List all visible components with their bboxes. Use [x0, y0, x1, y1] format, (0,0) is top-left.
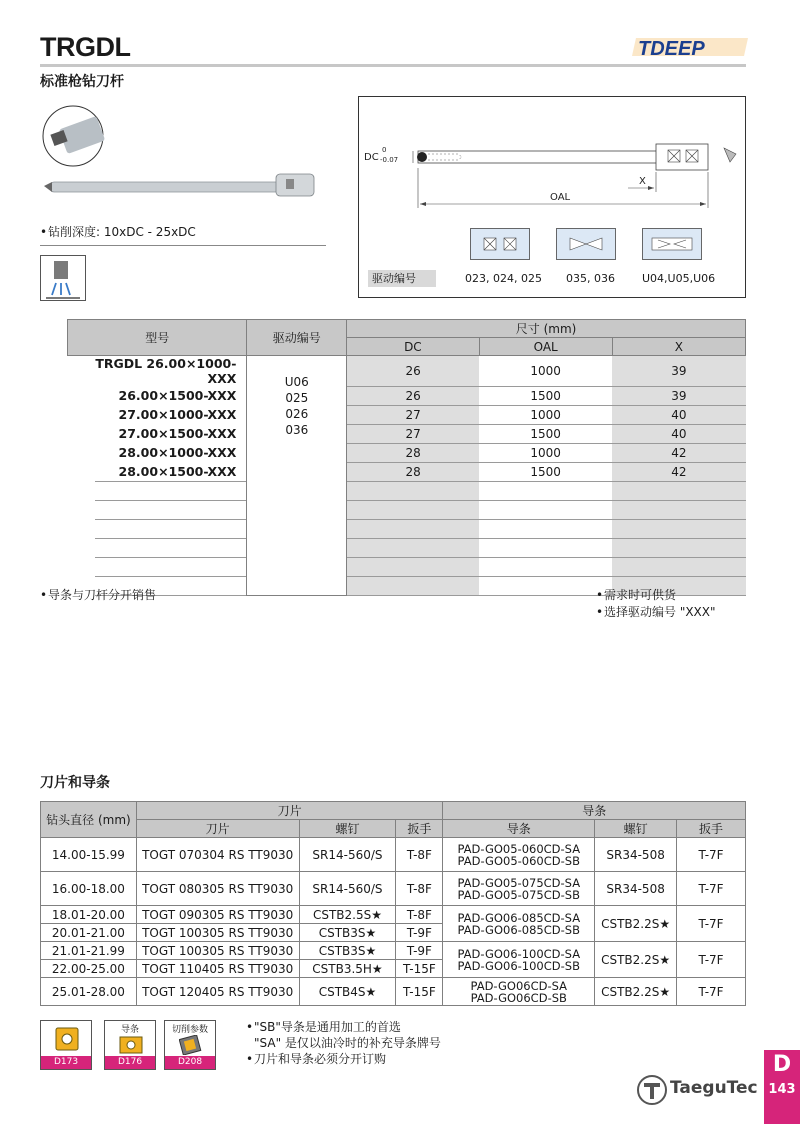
wrench-cell: T-9F	[396, 924, 443, 942]
col-pad-screw: 螺钉	[595, 820, 677, 838]
col-pad-wrench: 扳手	[677, 820, 746, 838]
pad-cell: PAD-GO05-060CD-SA PAD-GO05-060CD-SB	[443, 838, 595, 872]
screw-cell: CSTB4S★	[299, 978, 396, 1006]
cutting-data-reference-link[interactable]	[164, 1020, 216, 1070]
table-row	[68, 462, 746, 481]
pad-screw-cell: CSTB2.2S★	[595, 906, 677, 942]
page-tab	[764, 1050, 800, 1124]
diameter-cell: 16.00-18.00	[41, 872, 137, 906]
dc-cell: 26	[347, 356, 479, 387]
col-dc: DC	[347, 338, 479, 356]
wrench-cell: T-8F	[396, 906, 443, 924]
col-insert-group: 刀片	[136, 802, 443, 820]
dc-cell: 27	[347, 405, 479, 424]
table-row	[41, 906, 746, 924]
pad-ref-page: D176	[105, 1056, 155, 1069]
pad-wrench-cell: T-7F	[677, 872, 746, 906]
header-divider	[40, 64, 746, 67]
x-cell: 42	[612, 443, 745, 462]
drive-caption-a: 023, 024, 025	[465, 272, 542, 285]
pad-wrench-cell: T-7F	[677, 978, 746, 1006]
pad-icon	[119, 1035, 143, 1055]
x-cell: 39	[612, 356, 745, 387]
insert-icon	[53, 1025, 81, 1053]
model-cell: 28.00×1500-XXX	[68, 462, 247, 481]
drive-value: 036	[285, 423, 309, 437]
cutting-ref-page: D208	[165, 1056, 215, 1069]
dc-cell: 26	[347, 386, 479, 405]
sold-separately-note: •导条与刀杆分开销售	[40, 588, 157, 602]
empty-row	[68, 538, 746, 557]
model-cell: 26.00×1500-XXX	[118, 388, 237, 403]
insert-cell: TOGT 110405 RS TT9030	[136, 960, 299, 978]
table-row	[41, 872, 746, 906]
pad-wrench-cell: T-7F	[677, 942, 746, 978]
diameter-cell: 21.01-21.99	[41, 942, 137, 960]
table-row	[41, 978, 746, 1006]
col-pad: 导条	[443, 820, 595, 838]
table-row	[68, 424, 746, 443]
dc-cell: 27	[347, 424, 479, 443]
table-row	[41, 838, 746, 872]
on-demand-note: •需求时可供货	[596, 588, 677, 602]
model-cell: 27.00×1500-XXX	[118, 426, 237, 441]
x-cell: 39	[612, 386, 745, 405]
oal-label: OAL	[550, 192, 571, 203]
pad-wrench-cell: T-7F	[677, 838, 746, 872]
col-model: 型号	[68, 320, 247, 356]
drive-caption-b: 035, 036	[566, 272, 615, 285]
dc-cell: 28	[347, 443, 479, 462]
drive-number-label: 驱动编号	[368, 270, 436, 287]
drive-value: 026	[285, 407, 309, 421]
pad-screw-cell: CSTB2.2S★	[595, 942, 677, 978]
screw-cell: SR14-560/S	[299, 838, 396, 872]
wrench-cell: T-15F	[396, 978, 443, 1006]
page-title: TRGDL	[40, 32, 131, 62]
empty-row	[68, 500, 746, 519]
dc-tol-top: 0	[382, 146, 387, 154]
pad-screw-cell: CSTB2.2S★	[595, 978, 677, 1006]
col-pad-group: 导条	[443, 802, 746, 820]
insert-cell: TOGT 090305 RS TT9030	[136, 906, 299, 924]
drive-value: U06	[284, 375, 309, 389]
pad-cell: PAD-GO05-075CD-SA PAD-GO05-075CD-SB	[443, 872, 595, 906]
insert-cell: TOGT 100305 RS TT9030	[136, 924, 299, 942]
diameter-cell: 25.01-28.00	[41, 978, 137, 1006]
empty-row	[68, 557, 746, 576]
brand-name: TaeguTec	[670, 1078, 758, 1098]
logo-text: TDEEP	[638, 38, 705, 60]
x-cell: 40	[612, 424, 745, 443]
table-row	[41, 942, 746, 960]
oal-cell: 1000	[479, 356, 612, 387]
dc-tol-bottom: -0.07	[380, 156, 399, 164]
table-row	[68, 386, 746, 405]
drive-type-a-icon	[470, 228, 530, 260]
page-subtitle: 标准枪钻刀杆	[40, 74, 124, 90]
dc-cell: 28	[347, 462, 479, 481]
empty-row	[68, 519, 746, 538]
insert-table	[40, 801, 746, 1006]
note-divider	[40, 245, 326, 246]
dc-label: DC	[364, 152, 379, 163]
oal-cell: 1500	[479, 462, 612, 481]
screw-cell: CSTB3S★	[299, 924, 396, 942]
sa-note: "SA" 是仅以油冷时的补充导条牌号	[254, 1036, 441, 1050]
page-number: 143	[768, 1082, 796, 1097]
insert-cell: TOGT 070304 RS TT9030	[136, 838, 299, 872]
x-cell: 42	[612, 462, 745, 481]
wrench-cell: T-8F	[396, 838, 443, 872]
wrench-cell: T-8F	[396, 872, 443, 906]
pad-cell: PAD-GO06-085CD-SA PAD-GO06-085CD-SB	[443, 906, 595, 942]
drive-caption-c: U04,U05,U06	[642, 272, 716, 285]
diameter-cell: 14.00-15.99	[41, 838, 137, 872]
sb-note: •"SB"导条是通用加工的首选	[246, 1020, 401, 1034]
model-cell: TRGDL 26.00×1000-XXX	[95, 356, 237, 386]
drive-type-b-icon	[556, 228, 616, 260]
cutting-data-icon	[179, 1035, 203, 1055]
pad-wrench-cell: T-7F	[677, 906, 746, 942]
pad-cell: PAD-GO06CD-SA PAD-GO06CD-SB	[443, 978, 595, 1006]
screw-cell: SR14-560/S	[299, 872, 396, 906]
model-cell: 28.00×1000-XXX	[118, 445, 237, 460]
table-row	[68, 443, 746, 462]
insert-reference-link[interactable]	[40, 1020, 92, 1070]
x-cell: 40	[612, 405, 745, 424]
section-letter: D	[772, 1052, 792, 1077]
drive-value: 025	[285, 391, 309, 405]
col-x: X	[612, 338, 745, 356]
insert-cell: TOGT 080305 RS TT9030	[136, 872, 299, 906]
screw-cell: CSTB2.5S★	[299, 906, 396, 924]
screw-cell: CSTB3S★	[299, 942, 396, 960]
taegutec-logo-icon	[636, 1074, 668, 1106]
pad-reference-link[interactable]	[104, 1020, 156, 1070]
col-oal: OAL	[479, 338, 612, 356]
x-label: X	[639, 176, 646, 187]
tool-illustration	[40, 100, 340, 210]
col-insert: 刀片	[136, 820, 299, 838]
pad-screw-cell: SR34-508	[595, 838, 677, 872]
pad-ref-label: 导条	[120, 1025, 139, 1035]
pad-screw-cell: SR34-508	[595, 872, 677, 906]
insert-ref-page: D173	[41, 1056, 91, 1069]
diameter-cell: 18.01-20.00	[41, 906, 137, 924]
coolant-icon	[40, 255, 86, 301]
oal-cell: 1000	[479, 405, 612, 424]
oal-cell: 1500	[479, 424, 612, 443]
wrench-cell: T-9F	[396, 942, 443, 960]
tdeep-logo	[632, 34, 752, 60]
depth-note: •钻削深度: 10xDC - 25xDC	[40, 225, 196, 239]
table-row	[68, 356, 746, 387]
oal-cell: 1500	[479, 386, 612, 405]
table-row	[68, 405, 746, 424]
col-drive: 驱动编号	[247, 320, 347, 356]
pad-cell: PAD-GO06-100CD-SA PAD-GO06-100CD-SB	[443, 942, 595, 978]
cutting-ref-label: 切削参数	[171, 1025, 208, 1035]
model-cell: 27.00×1000-XXX	[118, 407, 237, 422]
order-note: •刀片和导条必须分开订购	[246, 1052, 387, 1066]
col-wrench: 扳手	[396, 820, 443, 838]
dimension-drawing	[358, 96, 746, 216]
wrench-cell: T-15F	[396, 960, 443, 978]
col-dims: 尺寸 (mm)	[347, 320, 746, 338]
insert-cell: TOGT 100305 RS TT9030	[136, 942, 299, 960]
insert-section-title: 刀片和导条	[40, 775, 110, 791]
empty-row	[68, 481, 746, 500]
oal-cell: 1000	[479, 443, 612, 462]
diameter-cell: 20.01-21.00	[41, 924, 137, 942]
col-diameter: 钻头直径 (mm)	[41, 802, 137, 838]
select-drive-note: •选择驱动编号 "XXX"	[596, 605, 716, 619]
diameter-cell: 22.00-25.00	[41, 960, 137, 978]
drive-values	[247, 356, 347, 596]
drive-type-c-icon	[642, 228, 702, 260]
holder-table	[40, 319, 746, 596]
col-screw: 螺钉	[299, 820, 396, 838]
screw-cell: CSTB3.5H★	[299, 960, 396, 978]
insert-cell: TOGT 120405 RS TT9030	[136, 978, 299, 1006]
